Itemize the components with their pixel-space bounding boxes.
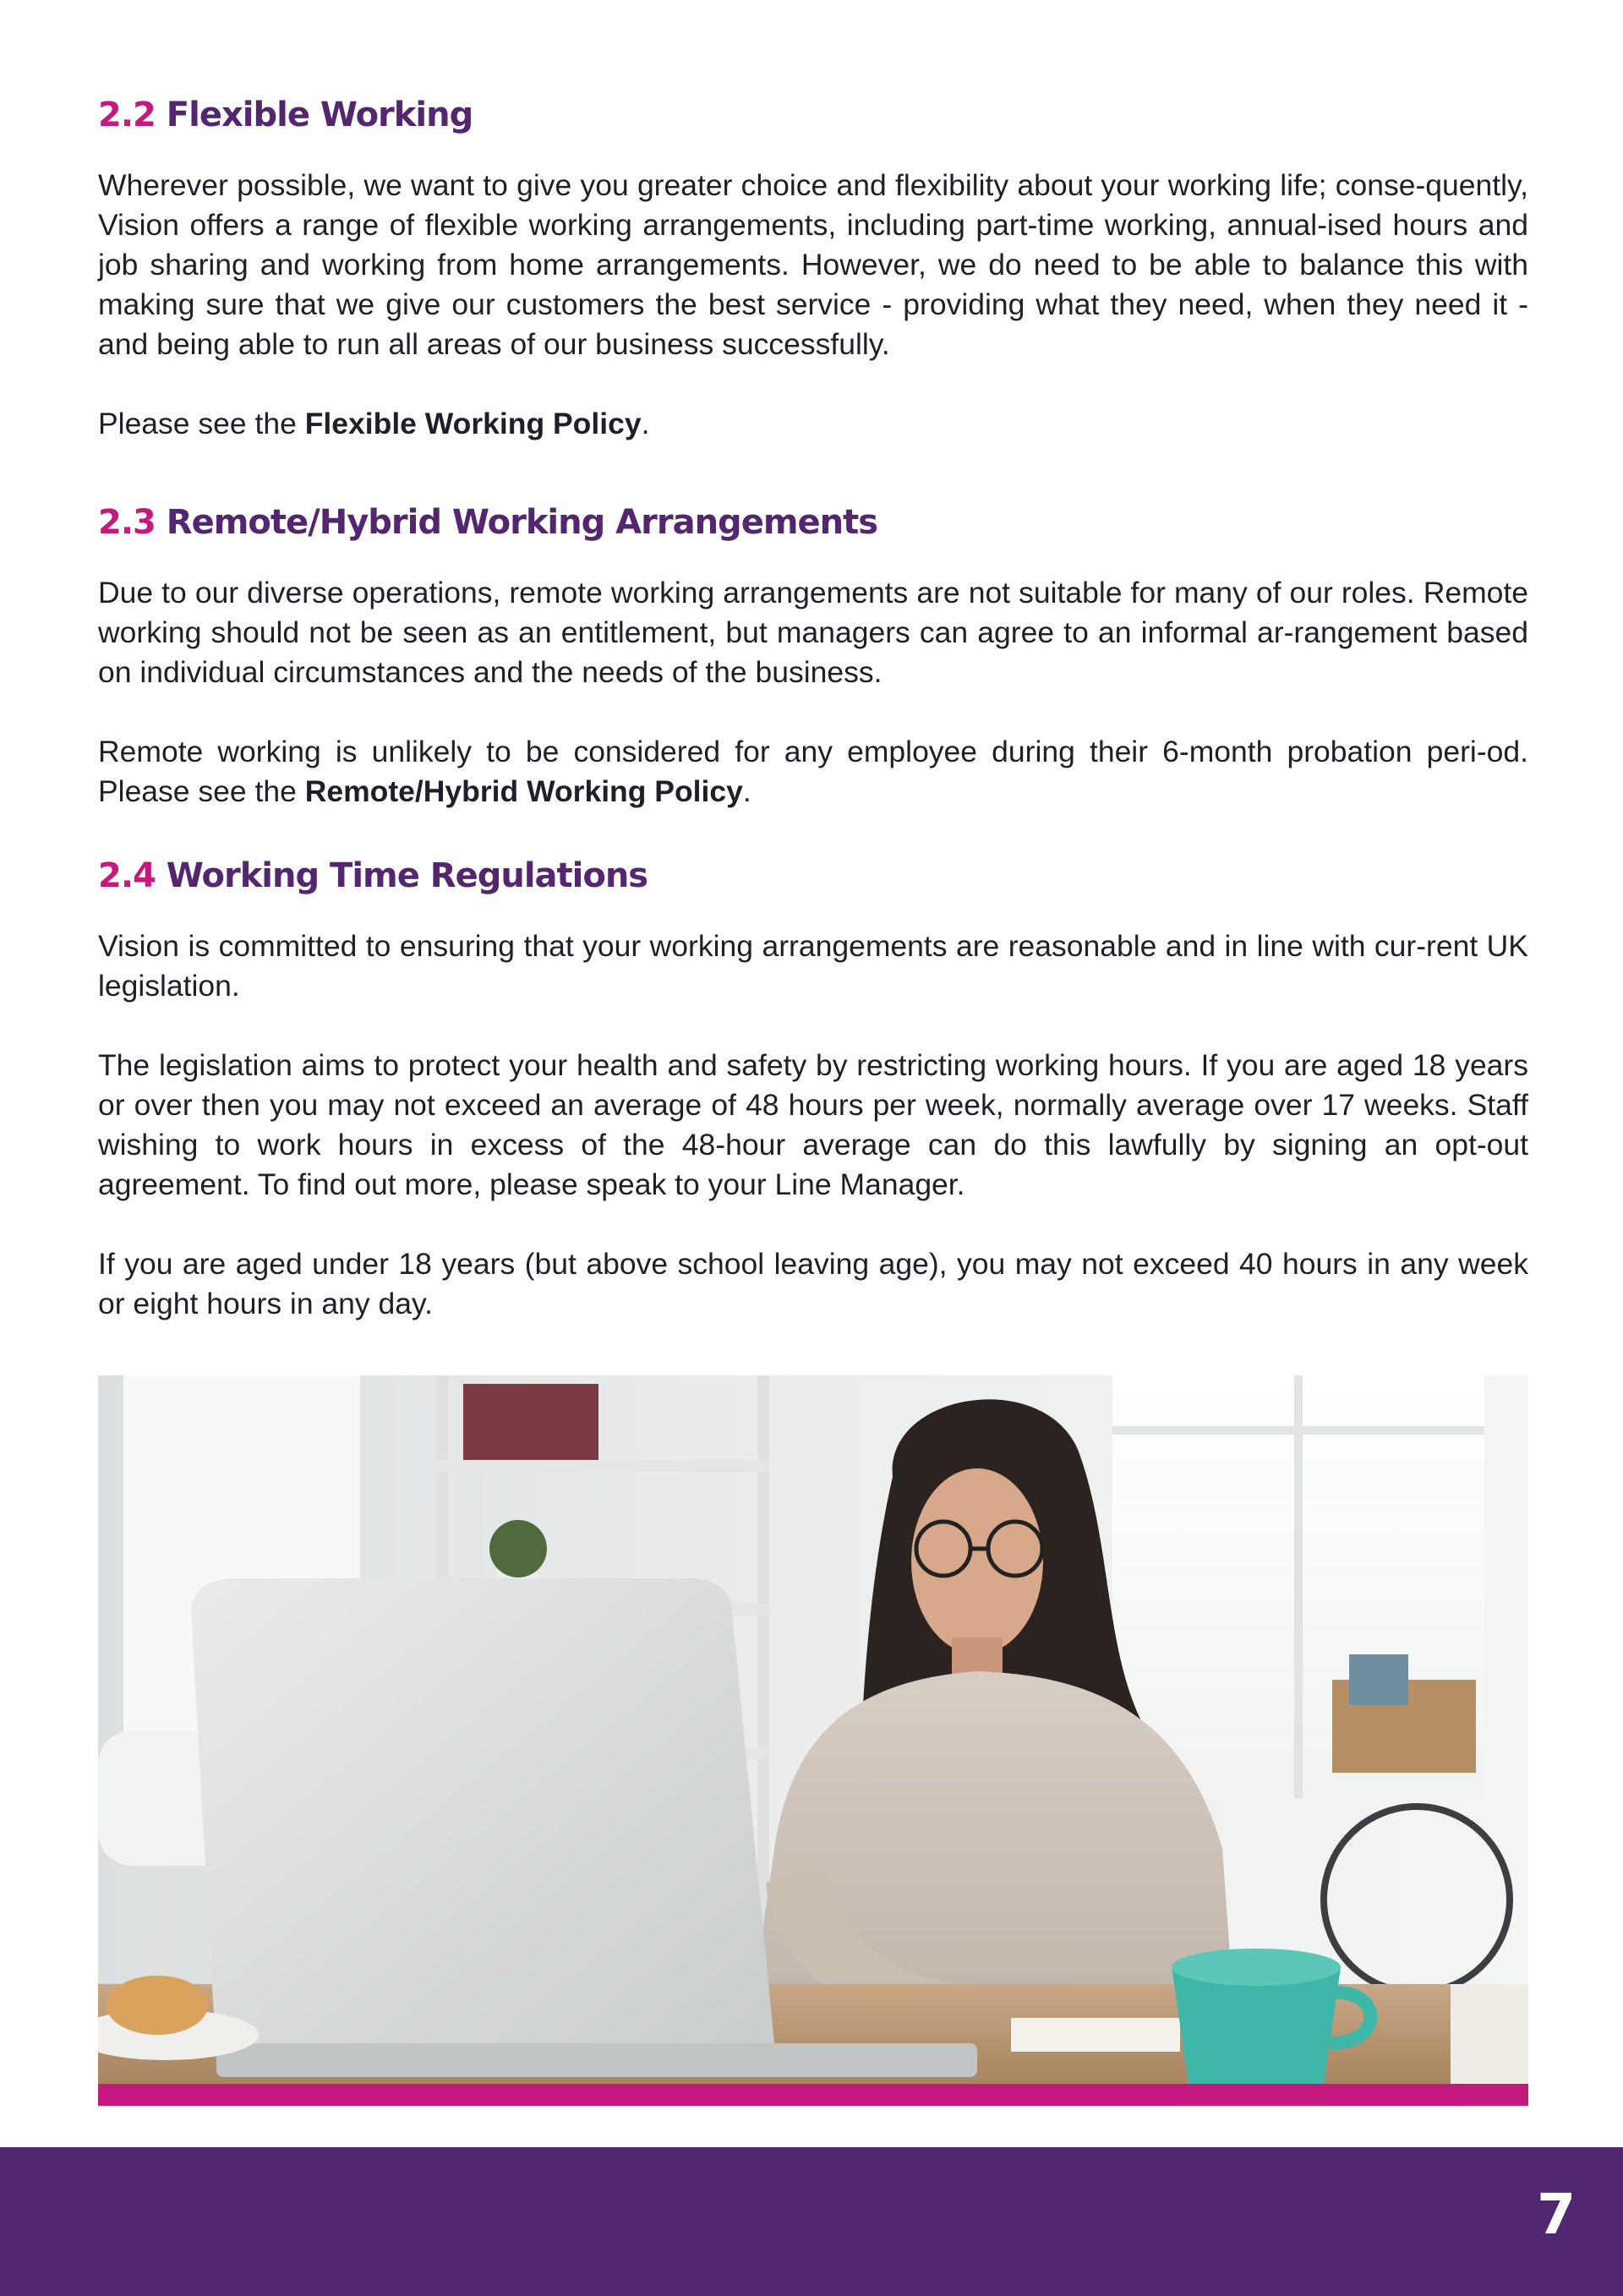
section-working-time xyxy=(98,849,1528,1324)
section-number: 2.3 xyxy=(98,503,156,542)
body-paragraph: Vision is committed to ensuring that your working arrangements are reasonable and in line with cur-rent UK legislation. xyxy=(98,929,1528,1003)
body-paragraph: Wherever possible, we want to give you greater choice and flexibility about your working life; conse-quently, Vision offers a range of flexible working arrangements, including part-time working, annual-ised hours and job sharing and working from home arrangements. However, we do need to be able to balance this with making sure that we give our customers the best service - providing what they need, when they need it - and being able to run all areas of our business successfully. xyxy=(98,168,1528,361)
section-title: Working Time Regulations xyxy=(166,856,648,895)
policy-reference-suffix: . xyxy=(641,407,650,440)
policy-reference xyxy=(98,732,1528,812)
body-paragraph: Due to our diverse operations, remote working arrangements are not suitable for many of our roles. Remote working should not be seen as an entitlement, but managers can agree to an informal ar-rangement based on individual circumstances and the needs of the business. xyxy=(98,576,1528,689)
section-heading xyxy=(98,495,1528,549)
policy-reference-prefix: Please see the xyxy=(98,407,305,440)
body-paragraph: The legislation aims to protect your health and safety by restricting working hours. If you are aged 18 years or over then you may not exceed an average of 48 hours per week, normally average over 17 weeks. Staff wishing to work hours in excess of the 48-hour average can do this lawfully by signing an opt-out agreement. To find out more, please speak to your Line Manager. xyxy=(98,1048,1528,1201)
woman-laptop-photo xyxy=(98,1375,1528,2084)
page-footer xyxy=(0,2147,1623,2296)
section-title: Flexible Working xyxy=(166,96,473,134)
section-remote-hybrid xyxy=(98,495,1528,812)
page-number: 7 xyxy=(1537,2182,1576,2247)
policy-reference-prefix: Remote working is unlikely to be considered for any employee during their 6-month probation peri-od. Please see the xyxy=(98,735,1528,808)
section-title: Remote/Hybrid Working Arrangements xyxy=(166,503,878,542)
policy-link-remote-hybrid[interactable]: Remote/Hybrid Working Policy xyxy=(304,774,743,808)
policy-reference-suffix: . xyxy=(742,774,751,808)
section-heading xyxy=(98,849,1528,903)
section-number: 2.2 xyxy=(98,96,156,134)
policy-reference xyxy=(98,404,1528,444)
photo-illustration xyxy=(98,1375,1528,2084)
page-content xyxy=(98,88,1528,1324)
policy-link-flexible-working[interactable]: Flexible Working Policy xyxy=(304,407,642,440)
section-heading xyxy=(98,88,1528,142)
accent-bar xyxy=(98,2084,1528,2106)
section-number: 2.4 xyxy=(98,856,156,895)
section-flexible-working xyxy=(98,88,1528,444)
body-paragraph: If you are aged under 18 years (but above school leaving age), you may not exceed 40 hours in any week or eight hours in any day. xyxy=(98,1247,1528,1320)
